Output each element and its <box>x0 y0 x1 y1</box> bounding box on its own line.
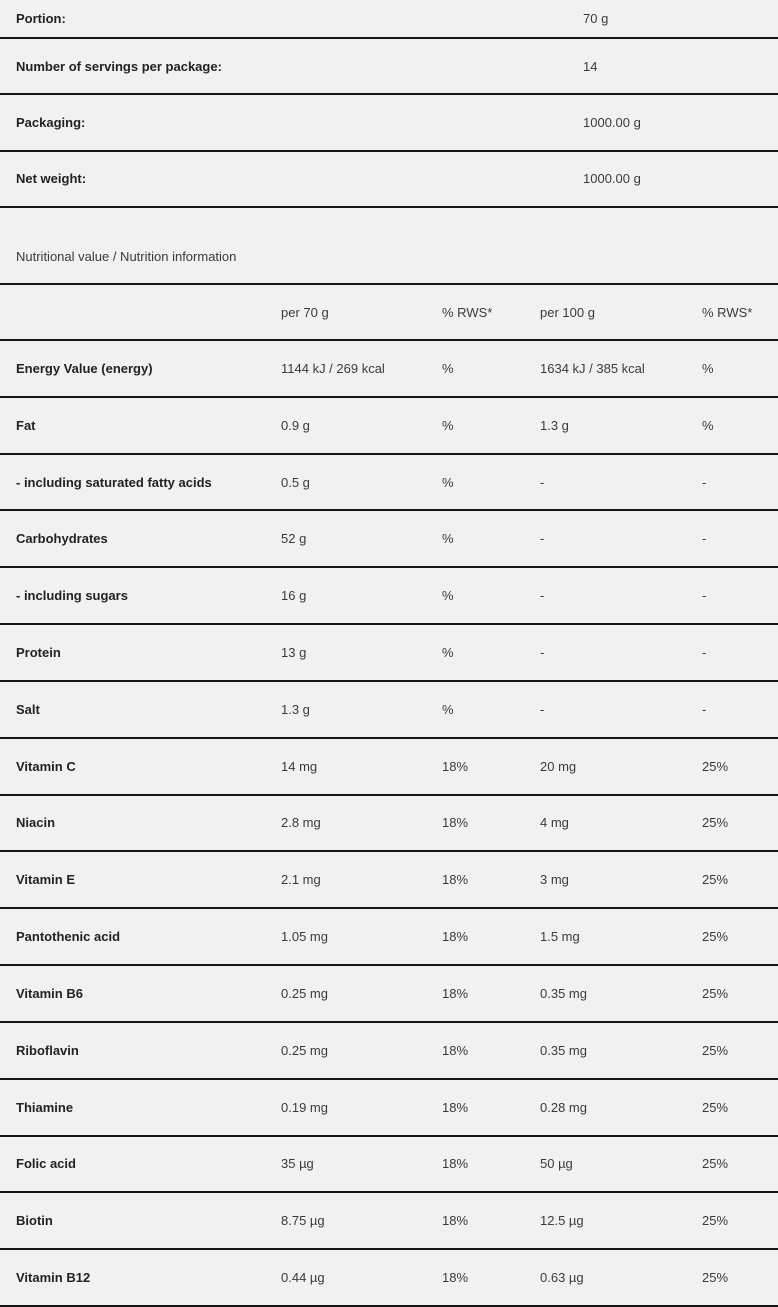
value-per-100g: 3 mg <box>540 872 569 888</box>
table-row <box>0 511 778 568</box>
value-per-70g: 1144 kJ / 269 kcal <box>281 360 385 376</box>
rws-per-100g: 25% <box>702 1099 729 1115</box>
value-per-70g: 13 g <box>281 645 307 661</box>
value-per-70g: 1.3 g <box>281 701 310 717</box>
value-per-70g: 1.05 mg <box>281 929 328 945</box>
table-row <box>0 455 778 512</box>
rws-per-100g: 25% <box>702 758 729 774</box>
info-row-value: 70 g <box>583 11 609 26</box>
table-row <box>0 682 778 739</box>
nutrient-label: Niacin <box>16 815 56 831</box>
info-row-value: 1000.00 g <box>583 114 641 130</box>
header-per-70g: per 70 g <box>281 304 329 320</box>
rws-per-100g: 25% <box>702 1042 729 1058</box>
nutrition-table-body <box>0 341 778 1307</box>
rws-per-70g: 18% <box>442 1270 469 1286</box>
value-per-100g: 12.5 µg <box>540 1213 584 1229</box>
rws-per-70g: 18% <box>442 1156 469 1172</box>
table-row <box>0 739 778 796</box>
rws-per-100g: - <box>702 474 707 490</box>
table-row <box>0 966 778 1023</box>
rws-per-100g: 25% <box>702 929 729 945</box>
rws-per-70g: 18% <box>442 1099 469 1115</box>
rws-per-70g: 18% <box>442 872 469 888</box>
header-per-100g: per 100 g <box>540 304 595 320</box>
nutrient-label: Vitamin E <box>16 872 76 888</box>
value-per-70g: 52 g <box>281 531 307 547</box>
value-per-70g: 0.44 µg <box>281 1270 325 1286</box>
header-rws-70g: % RWS* <box>442 304 493 320</box>
rws-per-70g: 18% <box>442 985 469 1001</box>
info-row-label: Portion: <box>16 11 66 26</box>
value-per-100g: - <box>540 701 545 717</box>
table-row <box>0 1193 778 1250</box>
nutrient-label: - including sugars <box>16 588 128 604</box>
info-row-value: 14 <box>583 58 598 74</box>
nutrient-label: - including saturated fatty acids <box>16 474 212 490</box>
nutrient-label: Energy Value (energy) <box>16 360 153 376</box>
value-per-100g: 0.35 mg <box>540 1042 587 1058</box>
value-per-70g: 0.25 mg <box>281 1042 328 1058</box>
value-per-100g: 0.63 µg <box>540 1270 584 1286</box>
table-row <box>0 625 778 682</box>
table-row <box>0 796 778 853</box>
table-row <box>0 1137 778 1194</box>
nutrient-label: Vitamin C <box>16 758 76 774</box>
rws-per-70g: % <box>442 588 454 604</box>
nutrient-label: Protein <box>16 645 61 661</box>
rws-per-70g: 18% <box>442 815 469 831</box>
nutrient-label: Vitamin B12 <box>16 1270 91 1286</box>
value-per-100g: 1634 kJ / 385 kcal <box>540 360 645 376</box>
rws-per-70g: % <box>442 360 454 376</box>
product-info-table <box>0 0 778 208</box>
value-per-100g: - <box>540 645 545 661</box>
value-per-70g: 0.9 g <box>281 417 310 433</box>
rws-per-70g: % <box>442 417 454 433</box>
nutrient-label: Fat <box>16 417 36 433</box>
value-per-70g: 2.1 mg <box>281 872 321 888</box>
section-title: Nutritional value / Nutrition information <box>16 249 237 264</box>
value-per-70g: 0.19 mg <box>281 1099 328 1115</box>
rws-per-100g: 25% <box>702 815 729 831</box>
table-row <box>0 1023 778 1080</box>
rws-per-100g: 25% <box>702 1270 729 1286</box>
table-row <box>0 852 778 909</box>
rws-per-100g: - <box>702 701 707 717</box>
value-per-70g: 0.5 g <box>281 474 310 490</box>
rws-per-100g: % <box>702 360 714 376</box>
rws-per-70g: % <box>442 645 454 661</box>
info-row-value: 1000.00 g <box>583 171 641 187</box>
table-row <box>0 1250 778 1307</box>
rws-per-70g: 18% <box>442 758 469 774</box>
table-row <box>0 1080 778 1137</box>
value-per-100g: 0.35 mg <box>540 985 587 1001</box>
value-per-100g: 0.28 mg <box>540 1099 587 1115</box>
value-per-70g: 0.25 mg <box>281 985 328 1001</box>
nutrient-label: Riboflavin <box>16 1042 79 1058</box>
rws-per-70g: 18% <box>442 1213 469 1229</box>
nutrient-label: Pantothenic acid <box>16 929 121 945</box>
rws-per-100g: 25% <box>702 1156 729 1172</box>
table-row <box>0 568 778 625</box>
rws-per-70g: % <box>442 531 454 547</box>
info-row-label: Packaging: <box>16 114 86 130</box>
nutrition-table-header <box>0 285 778 341</box>
rws-per-70g: 18% <box>442 929 469 945</box>
value-per-100g: 4 mg <box>540 815 569 831</box>
info-row <box>0 39 778 95</box>
info-row <box>0 95 778 151</box>
nutrient-label: Biotin <box>16 1213 53 1229</box>
table-row <box>0 398 778 455</box>
info-row <box>0 0 778 39</box>
rws-per-70g: 18% <box>442 1042 469 1058</box>
rws-per-100g: - <box>702 645 707 661</box>
value-per-70g: 16 g <box>281 588 307 604</box>
value-per-100g: - <box>540 531 545 547</box>
value-per-100g: 50 µg <box>540 1156 573 1172</box>
nutrient-label: Vitamin B6 <box>16 985 83 1001</box>
info-row-label: Net weight: <box>16 171 87 187</box>
value-per-100g: 20 mg <box>540 758 577 774</box>
value-per-100g: - <box>540 588 545 604</box>
header-rws-100g: % RWS* <box>702 304 753 320</box>
value-per-100g: 1.3 g <box>540 417 569 433</box>
nutrient-label: Thiamine <box>16 1099 74 1115</box>
rws-per-100g: 25% <box>702 872 729 888</box>
table-row <box>0 341 778 398</box>
rws-per-100g: - <box>702 588 707 604</box>
rws-per-100g: % <box>702 417 714 433</box>
value-per-70g: 2.8 mg <box>281 815 321 831</box>
rws-per-100g: 25% <box>702 985 729 1001</box>
info-row <box>0 152 778 208</box>
value-per-100g: 1.5 mg <box>540 929 580 945</box>
section-title-row <box>0 208 778 285</box>
value-per-70g: 14 mg <box>281 758 318 774</box>
rws-per-70g: % <box>442 701 454 717</box>
value-per-100g: - <box>540 474 545 490</box>
table-row <box>0 909 778 966</box>
nutrient-label: Carbohydrates <box>16 531 108 547</box>
value-per-70g: 35 µg <box>281 1156 314 1172</box>
nutrient-label: Salt <box>16 701 40 717</box>
rws-per-70g: % <box>442 474 454 490</box>
nutrient-label: Folic acid <box>16 1156 76 1172</box>
info-row-label: Number of servings per package: <box>16 58 222 74</box>
rws-per-100g: 25% <box>702 1213 729 1229</box>
rws-per-100g: - <box>702 531 707 547</box>
value-per-70g: 8.75 µg <box>281 1213 325 1229</box>
